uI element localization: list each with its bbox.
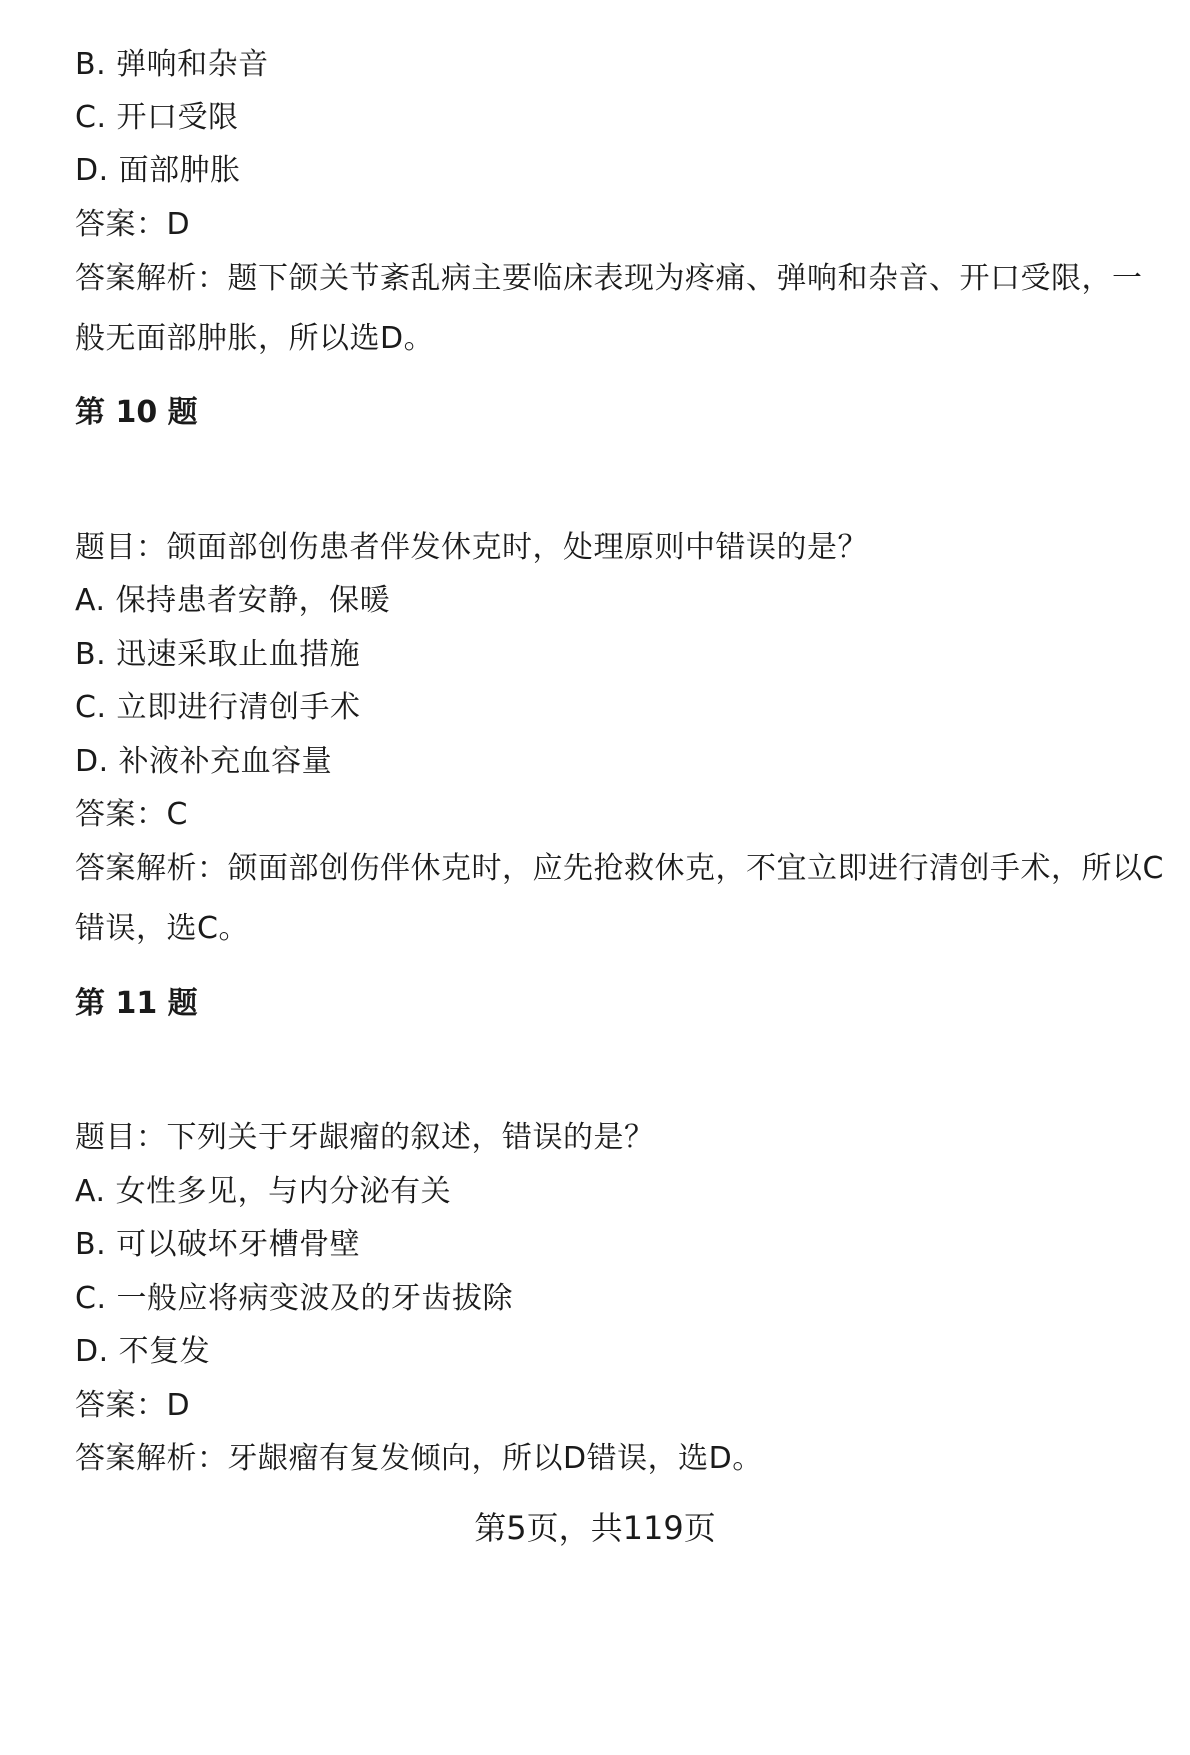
q9-option-d: D. 面部肿胀 (75, 153, 241, 188)
q10-option-a: A. 保持患者安静，保暖 (75, 583, 391, 618)
q11-explanation: 答案解析：牙龈瘤有复发倾向，所以D错误，选D。 (75, 1441, 763, 1476)
q10-explanation: 答案解析：颌面部创伤伴休克时，应先抢救休克，不宜立即进行清创手术，所以C错误，选C。 (75, 851, 1164, 946)
q9-answer: 答案：D (75, 207, 191, 242)
q9-option-c: C. 开口受限 (75, 100, 239, 135)
q11-option-c: C. 一般应将病变波及的牙齿拔除 (75, 1281, 514, 1316)
q11-heading: 第 11 题 (75, 986, 198, 1021)
q9-explanation: 答案解析：题下颌关节紊乱病主要临床表现为疼痛、弹响和杂音、开口受限，一般无面部肿胀，所以选D。 (75, 261, 1143, 356)
q10-option-b: B. 迅速采取止血措施 (75, 637, 361, 672)
q10-option-d: D. 补液补充血容量 (75, 744, 333, 779)
q10-question: 题目：颌面部创伤患者伴发休克时，处理原则中错误的是？ (75, 530, 868, 565)
q11-question: 题目：下列关于牙龈瘤的叙述，错误的是？ (75, 1120, 655, 1155)
q10-answer: 答案：C (75, 797, 188, 832)
q9-option-b: B. 弹响和杂音 (75, 47, 269, 82)
q10-heading: 第 10 题 (75, 395, 198, 430)
q11-answer: 答案：D (75, 1388, 191, 1423)
page-number-footer: 第5页，共119页 (474, 1509, 716, 1547)
q11-option-d: D. 不复发 (75, 1334, 211, 1369)
q11-option-b: B. 可以破坏牙槽骨壁 (75, 1227, 361, 1262)
q10-option-c: C. 立即进行清创手术 (75, 690, 361, 725)
q11-option-a: A. 女性多见，与内分泌有关 (75, 1174, 452, 1209)
